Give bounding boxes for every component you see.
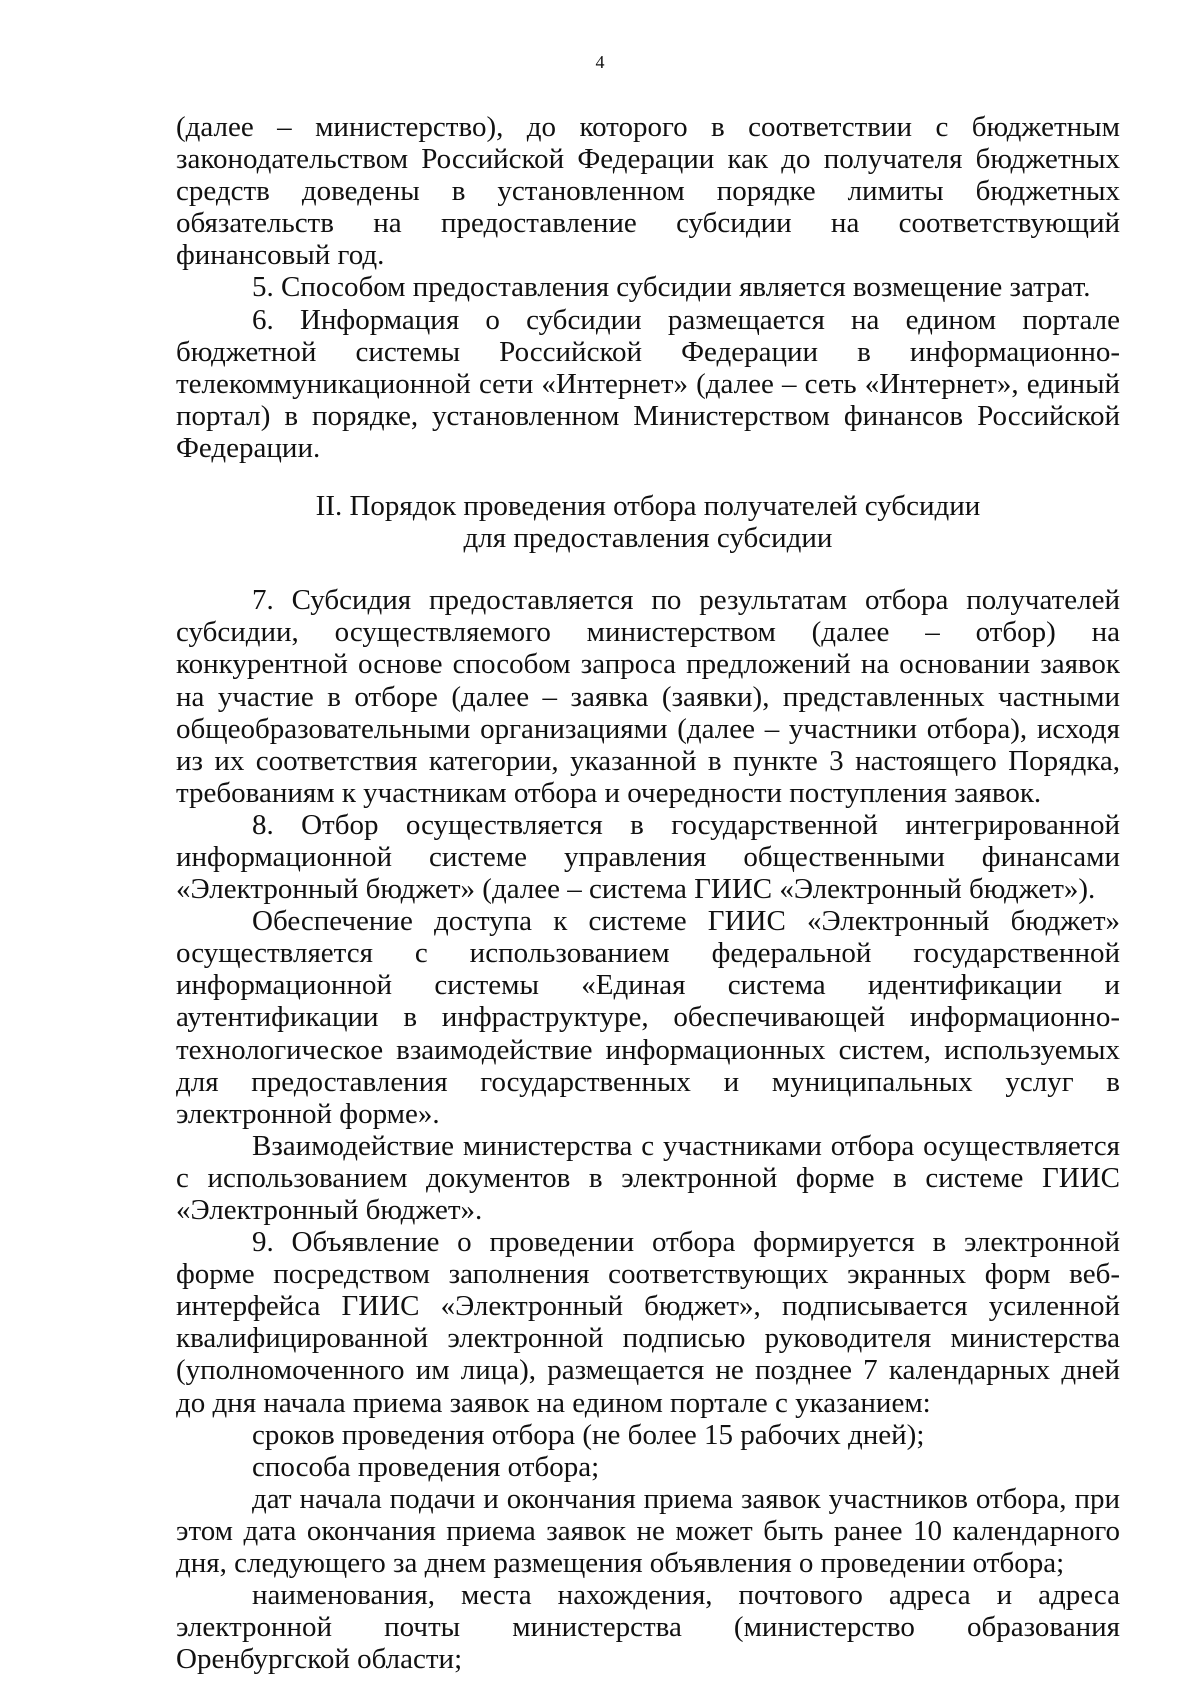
document-body — [176, 111, 1120, 1675]
paragraph-item-5: 5. Способом предоставления субсидии является возмещение затрат. — [252, 271, 1091, 304]
list-item-terms: сроков проведения отбора (не более 15 рабочих дней); — [252, 1418, 925, 1451]
paragraph-interaction: Взаимодействие министерства с участниками отбора осуществляется с использованием документов в электронной форме в системе ГИИС «Электронный бюджет». — [176, 1129, 1120, 1226]
paragraph-item-9: 9. Объявление о проведении отбора формируется в электронной форме посредством заполнения соответствующих экранных форм веб-интерфейса ГИИС «Электронный бюджет», подписывается усиленной квалифицированной электронной подписью руководителя министерства (уполномоченного им лица), размещается не позднее 7 календарных дней до дня начала приема заявок на едином портале с указанием: — [176, 1226, 1120, 1419]
paragraph-item-8: 8. Отбор осуществляется в государственной интегрированной информационной системе управления общественными финансами «Электронный бюджет» (далее – система ГИИС «Электронный бюджет»). — [176, 808, 1120, 906]
paragraph-access: Обеспечение доступа к системе ГИИС «Электронный бюджет» осуществляется с использованием федеральной государственной информационной системы «Единая система идентификации и аутентификации в инфраструктуре, обеспечивающей информационно-технологическое взаимодействие информационных систем, используемых для предоставления государственных и муниципальных услуг в электронной форме». — [176, 905, 1120, 1130]
page-number: 4 — [595, 52, 605, 72]
list-item-method: способа проведения отбора; — [252, 1450, 600, 1483]
paragraph-item-7: 7. Субсидия предоставляется по результатам отбора получателей субсидии, осуществляемого министерством (далее – отбор) на конкурентной основе способом запроса предложений на основании заявок на участие в отборе (далее – заявка (заявки), представленных частными общеобразовательными организациями (далее – участники отбора), исходя из их соответствия категории, указанной в пункте 3 настоящего Порядка, требованиям к участникам отбора и очередности поступления заявок. — [176, 584, 1120, 809]
paragraph-continuation: (далее – министерство), до которого в соответствии с бюджетным законодательством Российской Федерации как до получателя бюджетных средств доведены в установленном порядке лимиты бюджетных обязательств на предоставление субсидии на соответствующий финансовый год. — [176, 111, 1120, 272]
list-item-dates: дат начала подачи и окончания приема заявок участников отбора, при этом дата окончания приема заявок не может быть ранее 10 календарного дня, следующего за днем размещения объявления о проведении отбора; — [176, 1482, 1120, 1580]
section-heading-line-1: II. Порядок проведения отбора получателей субсидии — [315, 490, 981, 523]
paragraph-item-6: 6. Информация о субсидии размещается на едином портале бюджетной системы Российской Федерации в информационно-телекоммуникационной сети «Интернет» (далее – сеть «Интернет», единый портал) в порядке, установленном Министерством финансов Российской Федерации. — [176, 303, 1120, 464]
section-heading — [176, 464, 1120, 584]
list-item-ministry-details: наименования, места нахождения, почтового адреса и адреса электронной почты министерства (министерство образования Оренбургской области; — [176, 1579, 1120, 1676]
section-heading-line-2: для предоставления субсидии — [463, 522, 833, 555]
